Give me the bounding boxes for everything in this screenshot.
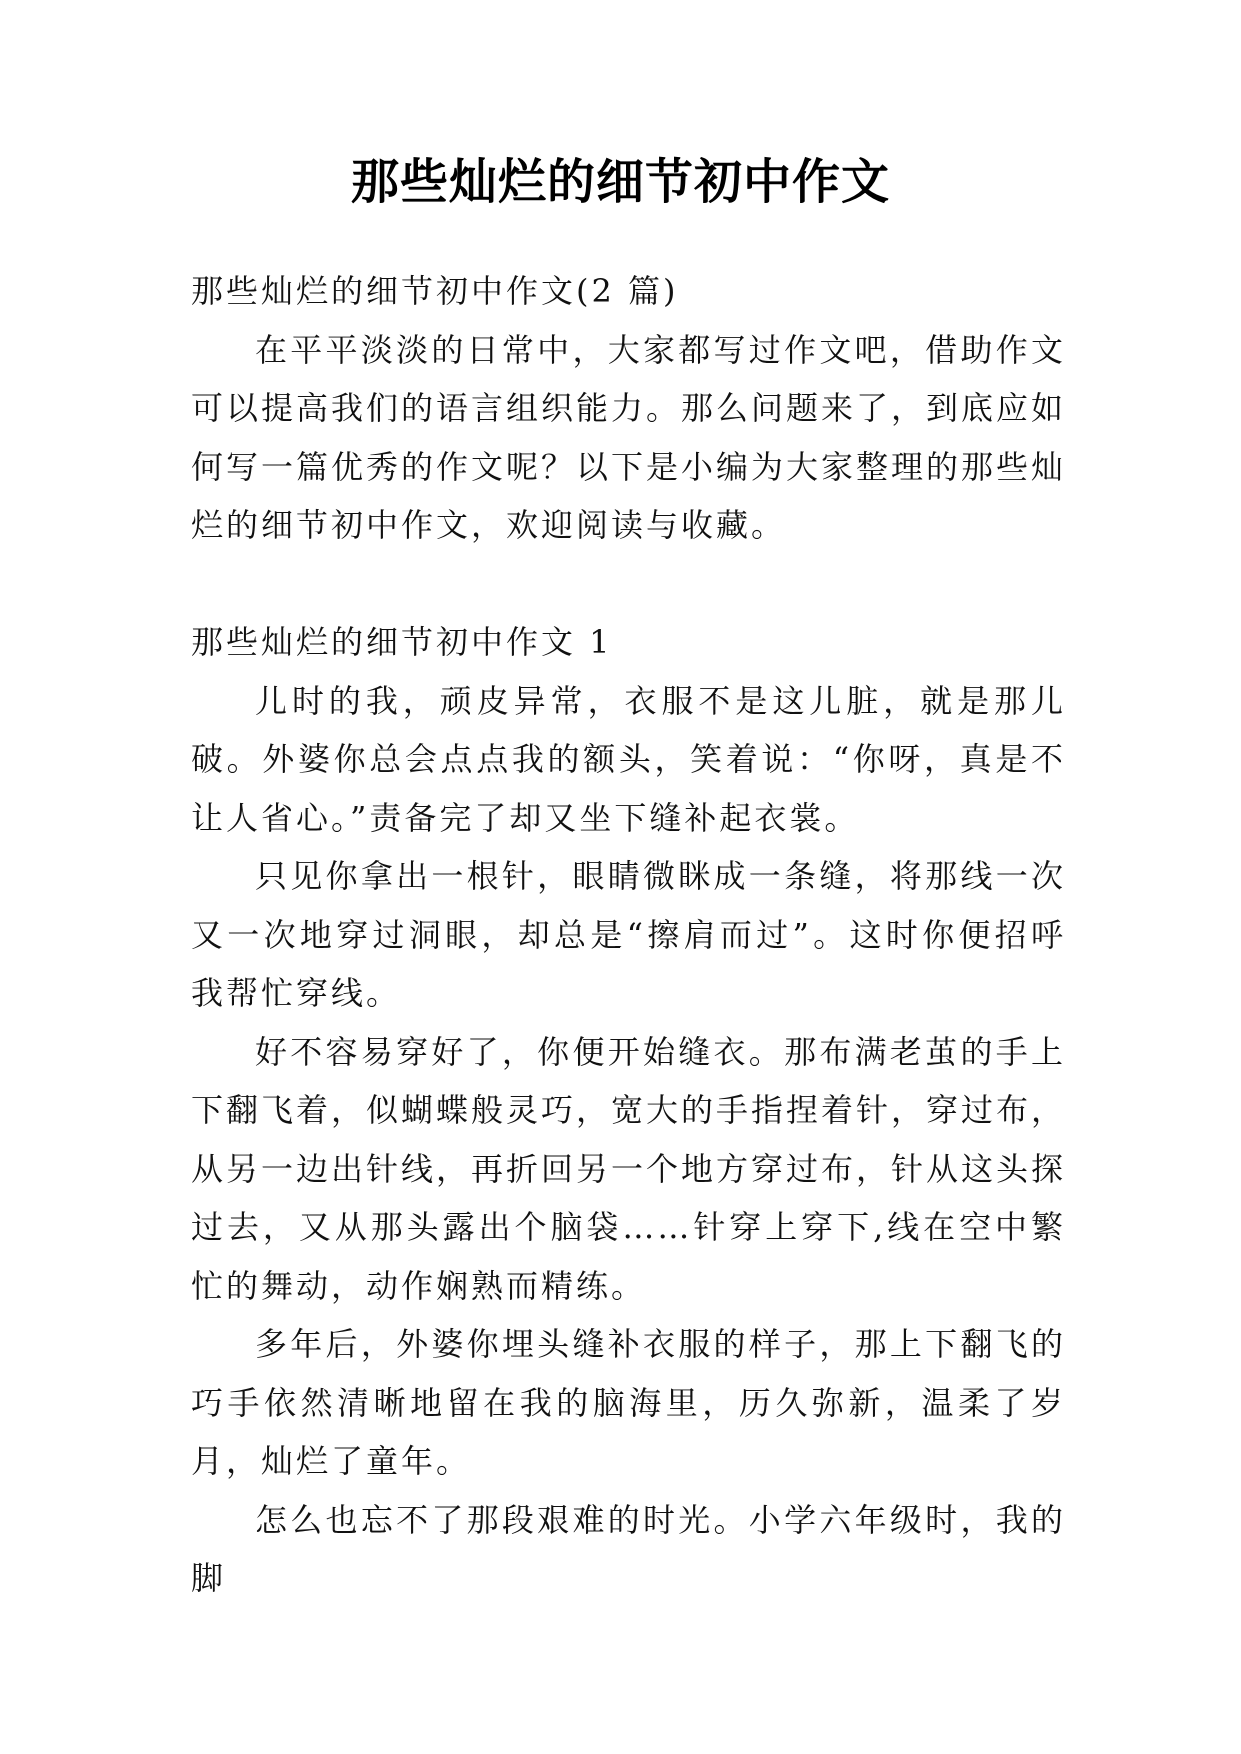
body-paragraph: 儿时的我，顽皮异常，衣服不是这儿脏，就是那儿破。外婆你总会点点我的额头，笑着说：“你呀，真是不让人省心。”责备完了却又坐下缝补起衣裳。: [191, 681, 1066, 837]
section-heading: 那些灿烂的细节初中作文 1: [191, 623, 613, 661]
body-paragraph: 好不容易穿好了，你便开始缝衣。那布满老茧的手上下翻飞着，似蝴蝶般灵巧，宽大的手指捏着针，穿过布，从另一边出针线，再折回另一个地方穿过布，针从这头探过去，又从那头露出个脑袋……针穿上穿下,线在空中繁忙的舞动，动作娴熟而精练。: [191, 1032, 1067, 1305]
document-title: 那些灿烂的细节初中作文: [350, 154, 890, 210]
document-subtitle: 那些灿烂的细节初中作文(2 篇): [191, 272, 679, 310]
body-paragraph: 只见你拿出一根针，眼睛微眯成一条缝，将那线一次又一次地穿过洞眼，却总是“擦肩而过”。这时你便招呼我帮忙穿线。: [191, 857, 1066, 1012]
document-body: [191, 262, 1066, 1608]
body-paragraph: 多年后，外婆你埋头缝补衣服的样子，那上下翻飞的巧手依然清晰地留在我的脑海里，历久弥新，温柔了岁月，灿烂了童年。: [191, 1325, 1066, 1480]
body-paragraph: 怎么也忘不了那段艰难的时光。小学六年级时，我的脚: [191, 1500, 1066, 1597]
intro-paragraph: 在平平淡淡的日常中，大家都写过作文吧，借助作文可以提高我们的语言组织能力。那么问题来了，到底应如何写一篇优秀的作文呢？以下是小编为大家整理的那些灿烂的细节初中作文，欢迎阅读与收藏。: [191, 330, 1067, 544]
